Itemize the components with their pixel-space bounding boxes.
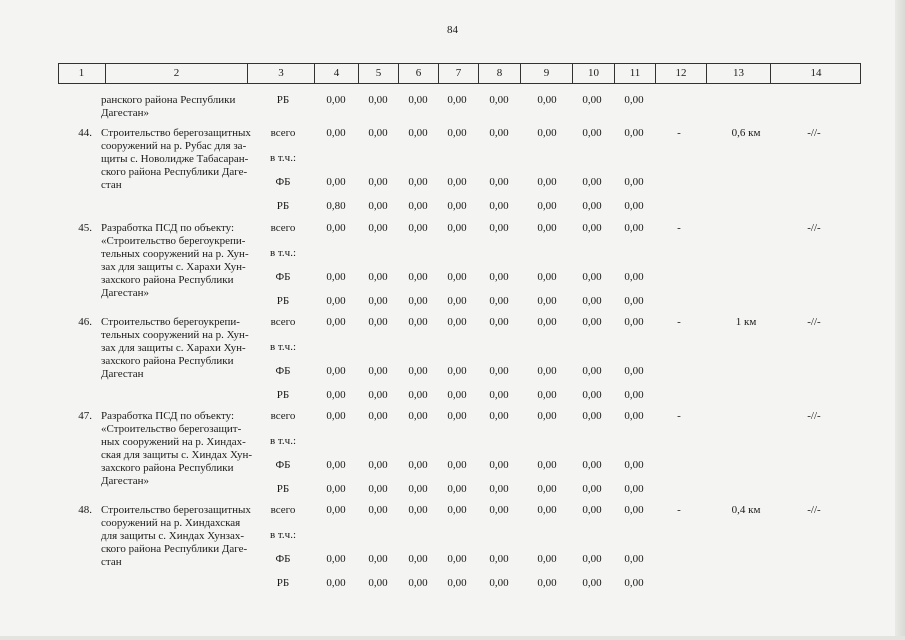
project-name-line: захского района Республики: [101, 274, 234, 286]
value-cell: 0,00: [537, 316, 557, 328]
value-cell: 0,80: [326, 200, 346, 212]
value-cell: 0,00: [624, 365, 644, 377]
value-cell: 0,00: [447, 176, 467, 188]
row-number: 48.: [78, 504, 92, 516]
carryover-name-line: ранского района Республики: [101, 94, 236, 106]
value-cell: 0,00: [537, 365, 557, 377]
scan-edge-bottom: [0, 636, 905, 640]
col14-value: -//-: [807, 410, 821, 422]
value-cell: 0,00: [368, 176, 388, 188]
value-cell: 0,00: [447, 94, 467, 106]
value-cell: 0,00: [408, 176, 428, 188]
value-cell: 0,00: [368, 577, 388, 589]
value-cell: 0,00: [326, 389, 346, 401]
row-number: 44.: [78, 127, 92, 139]
value-cell: 0,00: [326, 271, 346, 283]
project-name-line: зах для защиты с. Харахи Хун-: [101, 342, 246, 354]
funding-source: всего: [270, 127, 296, 139]
value-cell: 0,00: [537, 295, 557, 307]
value-cell: 0,00: [582, 222, 602, 234]
value-cell: 0,00: [489, 295, 509, 307]
row-number: 46.: [78, 316, 92, 328]
value-cell: 0,00: [489, 577, 509, 589]
value-cell: 0,00: [582, 365, 602, 377]
value-cell: 0,00: [326, 176, 346, 188]
project-name-line: ных сооружений на р. Хиндах-: [101, 436, 246, 448]
value-cell: 0,00: [326, 365, 346, 377]
value-cell: 0,00: [326, 504, 346, 516]
col12-value: -: [677, 127, 681, 139]
value-cell: 0,00: [624, 389, 644, 401]
project-name-line: Строительство берегоукрепи-: [101, 316, 240, 328]
value-cell: 0,00: [582, 459, 602, 471]
value-cell: 0,00: [408, 577, 428, 589]
project-name-line: сооружений на р. Рубас для за-: [101, 140, 247, 152]
project-name-line: «Строительство берегозащит-: [101, 423, 242, 435]
value-cell: 0,00: [489, 271, 509, 283]
row-number: 45.: [78, 222, 92, 234]
value-cell: 0,00: [537, 94, 557, 106]
project-name-line: Дагестан: [101, 368, 144, 380]
value-cell: 0,00: [489, 504, 509, 516]
value-cell: 0,00: [582, 200, 602, 212]
value-cell: 0,00: [368, 410, 388, 422]
row-number: 47.: [78, 410, 92, 422]
value-cell: 0,00: [489, 127, 509, 139]
value-cell: 0,00: [624, 553, 644, 565]
value-cell: 0,00: [368, 365, 388, 377]
col13-value: 1 км: [735, 316, 757, 328]
project-name-line: Дагестан»: [101, 287, 150, 299]
value-cell: 0,00: [447, 365, 467, 377]
funding-source: РБ: [276, 94, 290, 106]
value-cell: 0,00: [368, 94, 388, 106]
value-cell: 0,00: [537, 389, 557, 401]
value-cell: 0,00: [582, 577, 602, 589]
header-col-13: 13: [706, 64, 770, 83]
value-cell: 0,00: [582, 504, 602, 516]
value-cell: 0,00: [489, 222, 509, 234]
project-name-line: ского района Республики Даге-: [101, 166, 248, 178]
value-cell: 0,00: [447, 410, 467, 422]
header-col-5: 5: [358, 64, 398, 83]
value-cell: 0,00: [368, 389, 388, 401]
header-col-7: 7: [438, 64, 478, 83]
value-cell: 0,00: [368, 271, 388, 283]
value-cell: 0,00: [624, 176, 644, 188]
funding-source: всего: [270, 410, 296, 422]
value-cell: 0,00: [624, 577, 644, 589]
value-cell: 0,00: [582, 483, 602, 495]
value-cell: 0,00: [326, 577, 346, 589]
value-cell: 0,00: [582, 389, 602, 401]
value-cell: 0,00: [537, 553, 557, 565]
value-cell: 0,00: [326, 553, 346, 565]
value-cell: 0,00: [447, 127, 467, 139]
header-col-12: 12: [655, 64, 706, 83]
value-cell: 0,00: [489, 553, 509, 565]
header-col-10: 10: [572, 64, 614, 83]
value-cell: 0,00: [408, 222, 428, 234]
value-cell: 0,00: [489, 316, 509, 328]
value-cell: 0,00: [408, 389, 428, 401]
project-name-line: ская для защиты с. Хиндах Хун-: [101, 449, 253, 461]
value-cell: 0,00: [489, 459, 509, 471]
project-name-line: захского района Республики: [101, 355, 234, 367]
value-cell: 0,00: [537, 271, 557, 283]
value-cell: 0,00: [447, 222, 467, 234]
value-cell: 0,00: [408, 94, 428, 106]
value-cell: 0,00: [408, 316, 428, 328]
value-cell: 0,00: [368, 200, 388, 212]
project-name-line: захского района Республики: [101, 462, 234, 474]
project-name-line: «Строительство берегоукрепи-: [101, 235, 246, 247]
value-cell: 0,00: [408, 365, 428, 377]
value-cell: 0,00: [582, 176, 602, 188]
project-name-line: тельных сооружений на р. Хун-: [101, 248, 249, 260]
value-cell: 0,00: [447, 271, 467, 283]
funding-source: в т.ч.:: [269, 529, 296, 541]
value-cell: 0,00: [368, 316, 388, 328]
value-cell: 0,00: [447, 316, 467, 328]
header-col-3: 3: [247, 64, 314, 83]
carryover-name-line: Дагестан»: [101, 107, 150, 119]
value-cell: 0,00: [408, 127, 428, 139]
value-cell: 0,00: [447, 200, 467, 212]
value-cell: 0,00: [326, 483, 346, 495]
value-cell: 0,00: [582, 271, 602, 283]
value-cell: 0,00: [537, 410, 557, 422]
value-cell: 0,00: [582, 94, 602, 106]
value-cell: 0,00: [368, 127, 388, 139]
funding-source: всего: [270, 316, 296, 328]
project-name-line: ского района Республики Даге-: [101, 543, 248, 555]
project-name-line: Строительство берегозащитных: [101, 127, 251, 139]
value-cell: 0,00: [447, 295, 467, 307]
funding-source: ФБ: [275, 176, 291, 188]
value-cell: 0,00: [408, 483, 428, 495]
header-col-14: 14: [770, 64, 861, 83]
project-name-line: Разработка ПСД по объекту:: [101, 222, 235, 234]
value-cell: 0,00: [624, 295, 644, 307]
project-name-line: Дагестан»: [101, 475, 150, 487]
value-cell: 0,00: [582, 316, 602, 328]
value-cell: 0,00: [537, 176, 557, 188]
value-cell: 0,00: [489, 389, 509, 401]
value-cell: 0,00: [447, 553, 467, 565]
value-cell: 0,00: [624, 459, 644, 471]
funding-source: РБ: [276, 295, 290, 307]
value-cell: 0,00: [368, 459, 388, 471]
project-name-line: зах для защиты с. Харахи Хун-: [101, 261, 246, 273]
value-cell: 0,00: [408, 271, 428, 283]
value-cell: 0,00: [582, 410, 602, 422]
funding-source: РБ: [276, 483, 290, 495]
header-col-1: 1: [78, 67, 85, 79]
header-col-8: 8: [478, 64, 520, 83]
table-header-row: [58, 63, 861, 84]
value-cell: 0,00: [624, 504, 644, 516]
funding-source: всего: [270, 222, 296, 234]
value-cell: 0,00: [537, 459, 557, 471]
header-col-4: 4: [314, 64, 358, 83]
col12-value: -: [677, 410, 681, 422]
value-cell: 0,00: [489, 176, 509, 188]
funding-source: РБ: [276, 577, 290, 589]
value-cell: 0,00: [537, 222, 557, 234]
value-cell: 0,00: [408, 295, 428, 307]
value-cell: 0,00: [368, 483, 388, 495]
funding-source: ФБ: [275, 271, 291, 283]
project-name-line: сооружений на р. Хиндахская: [101, 517, 241, 529]
col12-value: -: [677, 316, 681, 328]
value-cell: 0,00: [624, 316, 644, 328]
funding-source: в т.ч.:: [269, 341, 296, 353]
funding-source: РБ: [276, 200, 290, 212]
funding-source: в т.ч.:: [269, 247, 296, 259]
project-name-line: тельных сооружений на р. Хун-: [101, 329, 249, 341]
scan-edge-shadow: [895, 0, 905, 640]
project-name-line: Строительство берегозащитных: [101, 504, 251, 516]
funding-source: ФБ: [275, 365, 291, 377]
col13-value: 0,4 км: [731, 504, 761, 516]
value-cell: 0,00: [489, 483, 509, 495]
project-name-line: Разработка ПСД по объекту:: [101, 410, 235, 422]
project-name-line: щиты с. Новолидже Табасаран-: [101, 153, 249, 165]
col14-value: -//-: [807, 222, 821, 234]
value-cell: 0,00: [447, 389, 467, 401]
value-cell: 0,00: [624, 410, 644, 422]
value-cell: 0,00: [408, 410, 428, 422]
value-cell: 0,00: [447, 577, 467, 589]
value-cell: 0,00: [326, 410, 346, 422]
value-cell: 0,00: [447, 504, 467, 516]
value-cell: 0,00: [624, 483, 644, 495]
col14-value: -//-: [807, 316, 821, 328]
value-cell: 0,00: [326, 459, 346, 471]
value-cell: 0,00: [326, 94, 346, 106]
value-cell: 0,00: [489, 365, 509, 377]
value-cell: 0,00: [624, 200, 644, 212]
value-cell: 0,00: [624, 222, 644, 234]
value-cell: 0,00: [537, 504, 557, 516]
value-cell: 0,00: [624, 94, 644, 106]
value-cell: 0,00: [326, 316, 346, 328]
funding-source: всего: [270, 504, 296, 516]
value-cell: 0,00: [368, 222, 388, 234]
col14-value: -//-: [807, 127, 821, 139]
value-cell: 0,00: [624, 127, 644, 139]
value-cell: 0,00: [447, 483, 467, 495]
value-cell: 0,00: [582, 127, 602, 139]
value-cell: 0,00: [582, 553, 602, 565]
funding-source: ФБ: [275, 459, 291, 471]
value-cell: 0,00: [326, 295, 346, 307]
value-cell: 0,00: [368, 295, 388, 307]
header-col-2: 2: [105, 64, 247, 83]
value-cell: 0,00: [408, 200, 428, 212]
funding-source: РБ: [276, 389, 290, 401]
value-cell: 0,00: [489, 200, 509, 212]
value-cell: 0,00: [489, 94, 509, 106]
value-cell: 0,00: [582, 295, 602, 307]
project-name-line: для защиты с. Хиндах Хунзах-: [101, 530, 245, 542]
col14-value: -//-: [807, 504, 821, 516]
value-cell: 0,00: [408, 553, 428, 565]
col12-value: -: [677, 222, 681, 234]
value-cell: 0,00: [368, 553, 388, 565]
funding-source: в т.ч.:: [269, 435, 296, 447]
header-col-11: 11: [614, 64, 655, 83]
col12-value: -: [677, 504, 681, 516]
value-cell: 0,00: [624, 271, 644, 283]
funding-source: ФБ: [275, 553, 291, 565]
value-cell: 0,00: [408, 459, 428, 471]
value-cell: 0,00: [326, 127, 346, 139]
project-name-line: стан: [101, 179, 122, 191]
value-cell: 0,00: [447, 459, 467, 471]
page-number: 84: [447, 24, 458, 36]
col13-value: 0,6 км: [731, 127, 761, 139]
value-cell: 0,00: [489, 410, 509, 422]
value-cell: 0,00: [537, 127, 557, 139]
funding-source: в т.ч.:: [269, 152, 296, 164]
project-name-line: стан: [101, 556, 122, 568]
value-cell: 0,00: [326, 222, 346, 234]
value-cell: 0,00: [537, 483, 557, 495]
value-cell: 0,00: [537, 200, 557, 212]
value-cell: 0,00: [537, 577, 557, 589]
value-cell: 0,00: [408, 504, 428, 516]
header-col-6: 6: [398, 64, 438, 83]
header-col-9: 9: [520, 64, 572, 83]
value-cell: 0,00: [368, 504, 388, 516]
